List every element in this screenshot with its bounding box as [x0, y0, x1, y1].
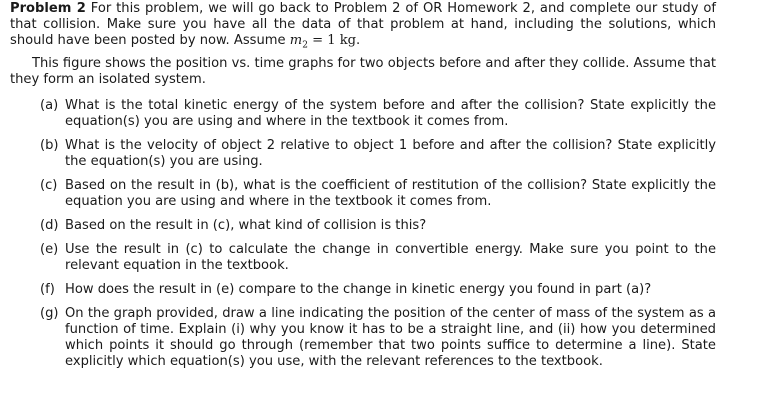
problem-heading: Problem 2 [10, 1, 86, 16]
question-item [40, 138, 716, 170]
question-item [40, 306, 716, 370]
question-label: (b) [40, 137, 59, 153]
mass-value: = 1 kg. [307, 33, 361, 48]
problem-intro [10, 0, 716, 54]
question-item [40, 282, 716, 298]
question-label: (a) [40, 97, 59, 113]
question-text: What is the velocity of object 2 relative to object 1 before and after the collision? State explicitly the equation(s) you are using. [65, 137, 716, 169]
intro-text: For this problem, we will go back to Problem 2 of OR Homework 2, and complete our study of that collision. Make sure you have all the data of that problem at hand, including the solutions, which should have been posted by now. Assume [10, 1, 716, 48]
question-label: (e) [40, 241, 59, 257]
question-item [40, 218, 716, 234]
question-item [40, 242, 716, 274]
mass-letter: m [289, 33, 303, 48]
question-item [40, 98, 716, 130]
question-label: (g) [40, 305, 59, 321]
question-text: Use the result in (c) to calculate the change in convertible energy. Make sure you point to the relevant equation in the textbook. [65, 241, 716, 273]
question-label: (f) [40, 281, 55, 297]
question-text: On the graph provided, draw a line indicating the position of the center of mass of the system as a function of time. Explain (i) why you know it has to be a straight line, and (ii) how you determined which points it should go through (remember that two points suffice to determine a line). State explicitly which equation(s) you use, with the relevant references to the textbook. [65, 305, 716, 369]
question-item [40, 178, 716, 210]
question-text: Based on the result in (c), what kind of collision is this? [65, 217, 427, 233]
figure-description: This figure shows the position vs. time graphs for two objects before and after they collide. Assume that they form an isolated system. [10, 55, 716, 87]
question-text: How does the result in (e) compare to the change in kinetic energy you found in part (a)? [65, 281, 652, 297]
mass-subscript: 2 [302, 40, 308, 51]
question-label: (c) [40, 177, 58, 193]
question-text: What is the total kinetic energy of the system before and after the collision? State explicitly the equation(s) you are using and where in the textbook it comes from. [65, 97, 716, 129]
question-label: (d) [40, 217, 59, 233]
question-text: Based on the result in (b), what is the coefficient of restitution of the collision? State explicitly the equation you are using and where in the textbook it comes from. [65, 177, 716, 209]
mass-symbol [289, 33, 308, 51]
question-list [10, 98, 716, 370]
